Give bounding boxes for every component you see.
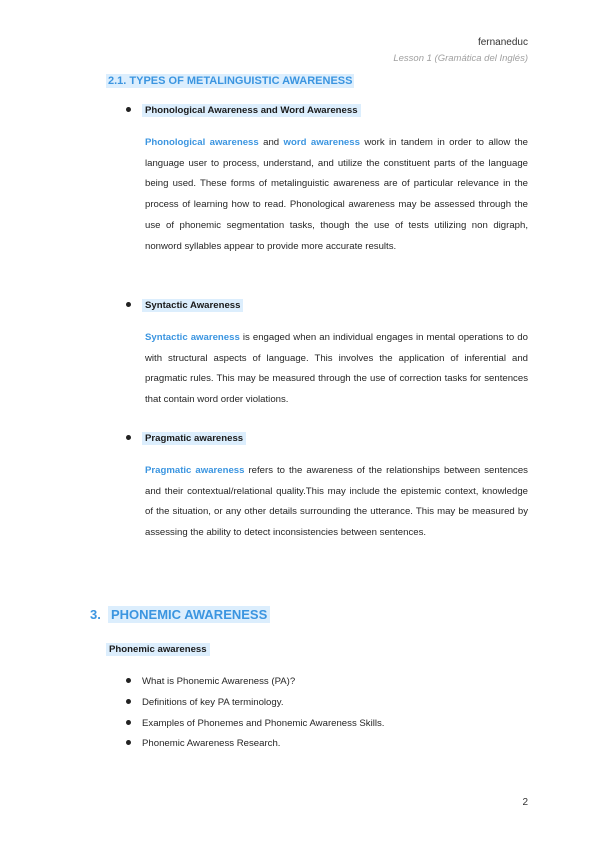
page-number: 2 (522, 797, 528, 808)
phonological-heading: Phonological Awareness and Word Awareness (142, 104, 361, 117)
section-3-heading (90, 607, 270, 622)
syntactic-paragraph (145, 328, 528, 411)
bullet-dot (126, 678, 131, 683)
list-item-text: Examples of Phonemes and Phonemic Awareness Skills. (142, 717, 385, 729)
phonological-paragraph (145, 133, 528, 257)
bullet-heading-phonological (126, 105, 361, 116)
list-item-text: Phonemic Awareness Research. (142, 738, 281, 750)
pragmatic-heading: Pragmatic awareness (142, 432, 246, 445)
bullet-heading-pragmatic (126, 433, 246, 444)
word-awareness-term: word awareness (283, 137, 360, 148)
list-item (126, 714, 384, 735)
pragmatic-body: refers to the awareness of the relationships between sentences and their contextual/relational quality.This may include the epistemic context, knowledge of the situation, or any other details surrounding the utterance. This may be measured by assessing the ability to detect inconsistencies between sentences. (145, 465, 528, 539)
list-item (126, 734, 384, 755)
and-connector: and (258, 137, 284, 148)
list-item-text: What is Phonemic Awareness (PA)? (142, 676, 296, 687)
list-item (126, 672, 384, 693)
bullet-dot (126, 720, 131, 725)
section-2-1-title: 2.1. TYPES OF METALINGUISTIC AWARENESS (108, 75, 353, 87)
phonemic-awareness-list (126, 672, 384, 755)
bullet-dot (126, 107, 131, 112)
page-header-lesson: Lesson 1 (Gramática del Inglés) (393, 53, 528, 64)
bullet-dot (126, 699, 131, 704)
section-3-number: 3. (90, 607, 101, 622)
syntactic-body: is engaged when an individual engages in mental operations to do with structural aspects of language. This involves the application of inferential and pragmatic rules. This may be measured through the use of correction tasks for sentences that contain word order violations. (145, 332, 528, 406)
syntactic-heading: Syntactic Awareness (142, 299, 243, 312)
pragmatic-term: Pragmatic awareness (145, 465, 245, 476)
phonological-term: Phonological awareness (145, 137, 259, 148)
phonological-body: work in tandem in order to allow the language user to process, understand, and utilize the constituent parts of the language being used. These forms of metalinguistic awareness are of particular relevance in the process of learning how to read. Phonological awareness may be assessed through the use of phonemic segmentation tasks, though the use of tests utilizing non digraph, nonword syllables appear to provide more accurate results. (145, 137, 529, 252)
list-item-text: Definitions of key PA terminology. (142, 696, 284, 708)
bullet-dot (126, 302, 131, 307)
phonemic-awareness-subheading: Phonemic awareness (106, 643, 210, 656)
bullet-dot (126, 435, 131, 440)
section-3-title: PHONEMIC AWARENESS (108, 606, 270, 623)
syntactic-term: Syntactic awareness (145, 332, 240, 343)
page-header-author: fernaneduc (477, 37, 528, 48)
bullet-heading-syntactic (126, 300, 243, 311)
list-item (126, 693, 384, 714)
pragmatic-paragraph (145, 461, 528, 544)
bullet-dot (126, 740, 131, 745)
